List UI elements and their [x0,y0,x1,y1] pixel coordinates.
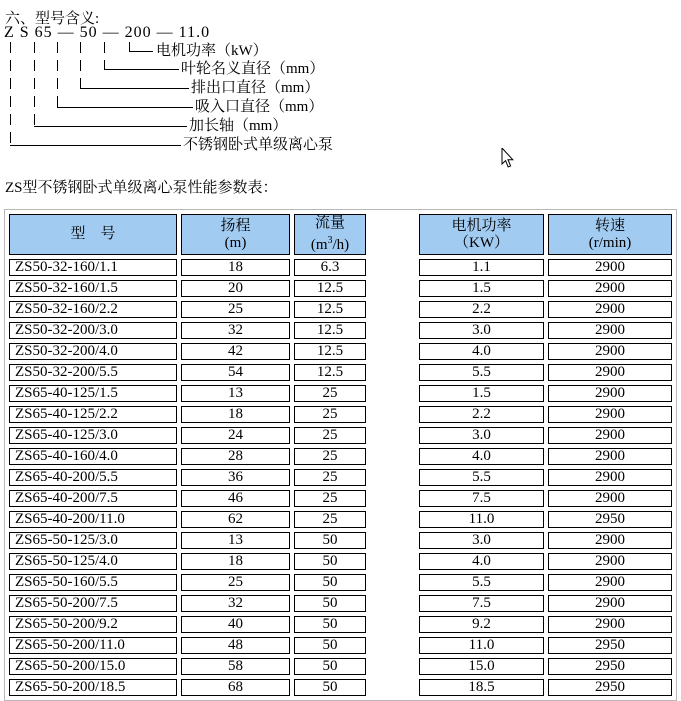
speed-cell: 2900 [548,595,672,612]
connector-stem [104,42,105,69]
spacer-cell [370,280,415,297]
model-cell: ZS65-50-125/3.0 [9,532,177,549]
connector-line [57,107,193,108]
spacer-cell [370,658,415,675]
flow-cell: 25 [294,406,366,423]
flow-cell: 12.5 [294,322,366,339]
model-cell: ZS65-50-200/15.0 [9,658,177,675]
head-cell: 68 [181,679,290,696]
power-cell: 18.5 [419,679,544,696]
head-cell: 13 [181,385,290,402]
head-cell: 25 [181,301,290,318]
head-cell: 18 [181,406,290,423]
power-cell: 4.0 [419,343,544,360]
head-cell: 46 [181,490,290,507]
flow-cell: 50 [294,658,366,675]
spacer-cell [370,427,415,444]
table-row [9,511,672,528]
flow-cell: 12.5 [294,343,366,360]
header-power-label: 电机功率 [451,217,512,234]
table-row [9,679,672,696]
power-cell: 4.0 [419,448,544,465]
table-row [9,616,672,633]
table-row [9,427,672,444]
table-caption: ZS型不锈钢卧式单级离心泵性能参数表： [5,180,278,196]
spacer-cell [370,637,415,654]
head-cell: 42 [181,343,290,360]
model-cell: ZS50-32-200/5.5 [9,364,177,381]
table-row [9,574,672,591]
power-cell: 11.0 [419,511,544,528]
header-speed-label: 转速 [594,217,625,234]
model-cell: ZS65-40-200/11.0 [9,511,177,528]
header-head [181,214,290,255]
connector-stem [80,42,81,88]
speed-cell: 2900 [548,574,672,591]
header-head-label: 扬程 [220,217,251,234]
head-cell: 32 [181,322,290,339]
mouse-cursor-icon [501,148,515,169]
table-row [9,280,672,297]
head-cell: 20 [181,280,290,297]
speed-cell: 2950 [548,658,672,675]
header-power-unit: （KW） [454,234,509,251]
header-model [9,214,177,255]
model-cell: ZS65-40-125/3.0 [9,427,177,444]
model-cell: ZS65-50-200/11.0 [9,637,177,654]
head-cell: 62 [181,511,290,528]
connector-line [34,126,187,127]
speed-cell: 2900 [548,301,672,318]
spacer-cell [370,448,415,465]
power-cell: 5.5 [419,574,544,591]
header-speed-unit: (r/min) [588,234,632,251]
connector-stem [129,42,130,51]
power-cell: 3.0 [419,532,544,549]
flow-cell: 6.3 [294,259,366,276]
power-cell: 7.5 [419,595,544,612]
spacer-cell [370,679,415,696]
table-row [9,322,672,339]
diagram-label-pump-type: 不锈钢卧式单级离心泵 [183,137,334,153]
model-cell: ZS65-50-125/4.0 [9,553,177,570]
spacer-cell [370,343,415,360]
spacer-cell [370,511,415,528]
table-row [9,406,672,423]
power-cell: 7.5 [419,490,544,507]
flow-cell: 25 [294,448,366,465]
spacer-cell [370,322,415,339]
table-header-row [9,214,672,255]
flow-cell: 50 [294,574,366,591]
table-row [9,448,672,465]
header-flow-label: 流量 [314,215,345,231]
speed-cell: 2950 [548,637,672,654]
flow-cell: 50 [294,532,366,549]
connector-line [104,69,179,70]
table-row [9,658,672,675]
flow-cell: 50 [294,679,366,696]
power-cell: 3.0 [419,322,544,339]
model-cell: ZS65-40-160/4.0 [9,448,177,465]
speed-cell: 2900 [548,280,672,297]
model-cell: ZS65-50-160/5.5 [9,574,177,591]
speed-cell: 2900 [548,616,672,633]
spacer-cell [370,406,415,423]
table-row [9,637,672,654]
speed-cell: 2900 [548,364,672,381]
model-cell: ZS50-32-160/1.1 [9,259,177,276]
spacer-cell [370,553,415,570]
table-row [9,469,672,486]
model-cell: ZS65-40-200/7.5 [9,490,177,507]
speed-cell: 2950 [548,679,672,696]
spacer-cell [370,616,415,633]
spacer-cell [370,595,415,612]
speed-cell: 2900 [548,343,672,360]
head-cell: 13 [181,532,290,549]
table-row [9,490,672,507]
connector-stem [34,42,35,126]
power-cell: 2.2 [419,301,544,318]
spacer-cell [370,301,415,318]
speed-cell: 2900 [548,322,672,339]
model-cell: ZS65-40-200/5.5 [9,469,177,486]
model-cell: ZS50-32-200/4.0 [9,343,177,360]
model-meaning-diagram [0,0,681,165]
head-cell: 48 [181,637,290,654]
spacer-column [370,214,415,255]
power-cell: 2.2 [419,406,544,423]
flow-cell: 12.5 [294,280,366,297]
diagram-label-extended-shaft: 加长轴（mm） [189,118,288,134]
head-cell: 40 [181,616,290,633]
model-cell: ZS65-50-200/7.5 [9,595,177,612]
power-cell: 1.5 [419,385,544,402]
head-cell: 18 [181,259,290,276]
model-cell: ZS50-32-160/1.5 [9,280,177,297]
model-cell: ZS65-50-200/18.5 [9,679,177,696]
table-row [9,553,672,570]
connector-line [80,88,189,89]
diagram-label-impeller-diameter: 叶轮名义直径（mm） [181,61,325,77]
flow-cell: 25 [294,427,366,444]
model-code-example: Z S 65 — 50 — 200 — 11.0 [4,24,211,41]
power-cell: 5.5 [419,469,544,486]
model-cell: ZS65-50-200/9.2 [9,616,177,633]
flow-cell: 12.5 [294,364,366,381]
head-cell: 18 [181,553,290,570]
spacer-cell [370,385,415,402]
flow-cell: 50 [294,553,366,570]
speed-cell: 2900 [548,448,672,465]
table-row [9,532,672,549]
power-cell: 1.1 [419,259,544,276]
section-title: 六、型号含义: [5,11,100,27]
speed-cell: 2900 [548,427,672,444]
table-row [9,301,672,318]
spacer-cell [370,574,415,591]
header-flow-unit: $(m^3/h)$ [310,235,350,253]
header-head-unit: (m) [224,234,247,251]
connector-line [10,145,181,146]
model-cell: ZS50-32-200/3.0 [9,322,177,339]
flow-cell: 25 [294,469,366,486]
connector-stem [10,42,11,145]
power-cell: 1.5 [419,280,544,297]
connector-stem [57,42,58,107]
speed-cell: 2900 [548,490,672,507]
head-cell: 24 [181,427,290,444]
power-cell: 15.0 [419,658,544,675]
header-flow [294,214,366,255]
speed-cell: 2900 [548,259,672,276]
table-row [9,364,672,381]
head-cell: 54 [181,364,290,381]
head-cell: 32 [181,595,290,612]
speed-cell: 2900 [548,385,672,402]
flow-cell: 50 [294,595,366,612]
spacer-cell [370,469,415,486]
power-cell: 4.0 [419,553,544,570]
table-body [9,259,672,696]
power-cell: 9.2 [419,616,544,633]
header-speed [548,214,672,255]
power-cell: 11.0 [419,637,544,654]
flow-cell: 50 [294,637,366,654]
head-cell: 58 [181,658,290,675]
flow-cell: 12.5 [294,301,366,318]
table-row [9,259,672,276]
head-cell: 28 [181,448,290,465]
model-cell: ZS65-40-125/2.2 [9,406,177,423]
head-cell: 25 [181,574,290,591]
table-row [9,343,672,360]
diagram-label-outlet-diameter: 排出口直径（mm） [191,80,320,96]
spacer-cell [370,490,415,507]
head-cell: 36 [181,469,290,486]
speed-cell: 2900 [548,532,672,549]
flow-cell: 50 [294,616,366,633]
table-row [9,595,672,612]
flow-cell: 25 [294,385,366,402]
diagram-label-inlet-diameter: 吸入口直径（mm） [195,99,324,115]
flow-cell: 25 [294,511,366,528]
speed-cell: 2900 [548,553,672,570]
table-row [9,385,672,402]
model-cell: ZS65-40-125/1.5 [9,385,177,402]
diagram-label-motor-power: 电机功率（kW） [156,43,268,59]
speed-cell: 2900 [548,469,672,486]
header-model-label: 型 号 [70,226,116,242]
power-cell: 5.5 [419,364,544,381]
spacer-cell [370,364,415,381]
connector-line [129,51,153,52]
model-cell: ZS50-32-160/2.2 [9,301,177,318]
spacer-cell [370,259,415,276]
spacer-cell [370,532,415,549]
flow-cell: 25 [294,490,366,507]
header-power [419,214,544,255]
speed-cell: 2950 [548,511,672,528]
speed-cell: 2900 [548,406,672,423]
performance-table [4,209,677,701]
power-cell: 3.0 [419,427,544,444]
